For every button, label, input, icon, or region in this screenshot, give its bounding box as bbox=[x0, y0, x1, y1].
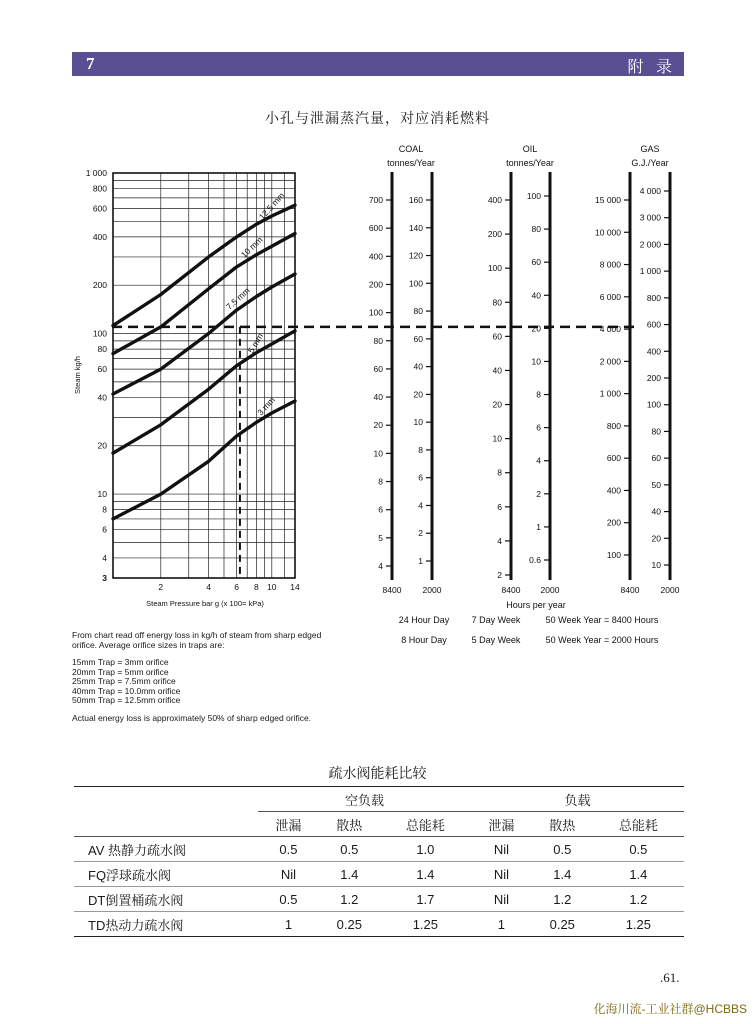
cell: 1.2 bbox=[319, 887, 380, 912]
cell: 1.25 bbox=[593, 912, 684, 937]
cell: 1.7 bbox=[380, 887, 471, 912]
coal-8400-scale-tick-label: 20 bbox=[373, 420, 383, 431]
coal-8400-scale-tick-label: 10 bbox=[373, 448, 383, 459]
coal-8400-scale-tick-label: 4 bbox=[378, 561, 383, 571]
gas-8400-scale-tick-label: 100 bbox=[606, 550, 621, 560]
oil-8400-scale-tick-label: 40 bbox=[492, 365, 502, 376]
group-header-empty: 空负载 bbox=[258, 787, 471, 812]
col-header: 总能耗 bbox=[593, 812, 684, 837]
oil-2000-scale-tick-label: 100 bbox=[526, 191, 541, 201]
table-row bbox=[74, 837, 684, 862]
gas-8400-scale-tick-label: 1 000 bbox=[599, 388, 621, 399]
coal-header: COAL bbox=[398, 144, 424, 154]
watermark: 化海川流-工业社群@HCBBS bbox=[593, 1002, 747, 1016]
oil-header: OIL bbox=[522, 144, 538, 154]
schedule-label: 5 Day Week bbox=[471, 635, 521, 645]
oil-8400-scale-tick-label: 10 bbox=[492, 433, 502, 444]
coal-8400-scale-tick-label: 400 bbox=[368, 251, 383, 262]
y-tick-label: 100 bbox=[92, 328, 107, 339]
gas-2000-scale-tick-label: 50 bbox=[651, 479, 661, 490]
coal-2000-scale-tick-label: 120 bbox=[408, 250, 423, 261]
curve-label: 7.5 mm bbox=[224, 285, 252, 312]
oil-2000-scale-tick-label: 10 bbox=[531, 356, 541, 367]
coal-2000-scale-tick-label: 2 bbox=[418, 528, 423, 539]
gas-2000-scale-tick-label: 100 bbox=[646, 399, 661, 410]
coal-8400-scale-tick-label: 700 bbox=[368, 195, 383, 205]
y-tick-label: 20 bbox=[97, 440, 107, 451]
cell: 1 bbox=[471, 912, 532, 937]
cell: 1.4 bbox=[319, 862, 380, 887]
trap-size: 25mm Trap = 7.5mm orifice bbox=[72, 676, 176, 686]
cell: 0.5 bbox=[258, 837, 319, 862]
coal-8400-scale-tick-label: 600 bbox=[368, 223, 383, 234]
gas-8400-scale-tick-label: 8 000 bbox=[599, 259, 621, 270]
oil-8400-scale-tick-label: 60 bbox=[492, 331, 502, 342]
coal-8400-scale-tick-label: 6 bbox=[378, 504, 383, 515]
oil-8400-scale-tick-label: 200 bbox=[487, 229, 502, 240]
x-tick-label: 10 bbox=[267, 582, 277, 592]
col-header: 泄漏 bbox=[258, 812, 319, 837]
cell: 1 bbox=[258, 912, 319, 937]
trap-name: AV 热静力疏水阀 bbox=[74, 837, 258, 862]
cell: 1.2 bbox=[532, 887, 593, 912]
section-header-bar bbox=[72, 52, 684, 76]
coal-8400-scale-tick-label: 200 bbox=[368, 279, 383, 290]
coal-8400-scale-tick-label: 80 bbox=[373, 335, 383, 346]
coal-2000-scale-tick-label: 1 bbox=[418, 556, 423, 566]
curve-label: 12.5 mm bbox=[256, 190, 287, 222]
gas-2000-scale-tick-label: 60 bbox=[651, 453, 661, 464]
trap-name: DT倒置桶疏水阀 bbox=[74, 887, 258, 912]
y-tick-label: 3 bbox=[102, 573, 107, 583]
oil-8400-scale-tick-label: 80 bbox=[492, 297, 502, 308]
col-header: 散热 bbox=[532, 812, 593, 837]
coal-8400-scale-tick-label: 40 bbox=[373, 392, 383, 403]
chart-curves bbox=[113, 190, 295, 519]
coal-2000-scale-tick-label: 140 bbox=[408, 222, 423, 233]
trap-size: 20mm Trap = 5mm orifice bbox=[72, 666, 169, 677]
table-title: 疏水阀能耗比较 bbox=[328, 765, 427, 781]
x-tick-label: 4 bbox=[206, 582, 211, 592]
cell: Nil bbox=[471, 837, 532, 862]
trap-energy-table bbox=[74, 786, 684, 937]
coal-2000-scale-tick-label: 80 bbox=[413, 306, 423, 317]
y-tick-label: 1 000 bbox=[85, 168, 107, 178]
cell: 1.4 bbox=[380, 862, 471, 887]
y-tick-label: 40 bbox=[97, 392, 107, 403]
cell: 0.25 bbox=[532, 912, 593, 937]
plot-frame bbox=[113, 173, 295, 578]
cell: 1.4 bbox=[593, 862, 684, 887]
table-row bbox=[74, 862, 684, 887]
oil-8400-scale-tick-label: 6 bbox=[497, 501, 502, 512]
y-tick-label: 80 bbox=[97, 344, 107, 355]
gas-2000-scale-tick-label: 400 bbox=[646, 346, 661, 357]
oil-units: tonnes/Year bbox=[506, 158, 554, 168]
schedule-label: 7 Day Week bbox=[471, 615, 521, 625]
gas-2000-scale-tick-label: 1 000 bbox=[639, 266, 661, 277]
cell: 1.2 bbox=[593, 887, 684, 912]
oil-8400-scale-tick-label: 400 bbox=[487, 195, 502, 205]
note-footer: Actual energy loss is approximately 50% of sharp edged orifice. bbox=[72, 712, 312, 723]
x-axis-label: Steam Pressure bar g (x 100= kPa) bbox=[146, 599, 264, 608]
coal-2000-scale-tick-label: 10 bbox=[413, 417, 423, 428]
gas-8400-scale-tick-label: 6 000 bbox=[599, 291, 621, 302]
orifice-curve bbox=[113, 205, 295, 325]
hours-label: 2000 bbox=[660, 585, 680, 595]
gas-2000-scale-tick-label: 10 bbox=[651, 560, 661, 570]
gas-8400-scale-tick-label: 2 000 bbox=[599, 356, 621, 367]
page-title: 小孔与泄漏蒸汽量，对应消耗燃料 bbox=[265, 110, 490, 126]
trap-name: TD热动力疏水阀 bbox=[74, 912, 258, 937]
curve-label: 5 mm bbox=[245, 331, 266, 355]
coal-2000-scale-tick-label: 160 bbox=[408, 195, 423, 205]
curve-label: 10 mm bbox=[238, 234, 265, 260]
coal-2000-scale-tick-label: 8 bbox=[418, 444, 423, 455]
x-tick-label: 14 bbox=[290, 582, 300, 592]
page-number: .61. bbox=[660, 970, 680, 985]
gas-8400-scale-tick-label: 10 000 bbox=[595, 227, 621, 238]
coal-8400-scale-tick-label: 8 bbox=[378, 476, 383, 487]
oil-8400-scale-tick-label: 100 bbox=[487, 263, 502, 274]
oil-2000-scale-tick-label: 0.6 bbox=[529, 555, 541, 565]
coal-8400-scale-tick-label: 60 bbox=[373, 363, 383, 374]
hours-label: 8400 bbox=[620, 585, 640, 595]
chart-note bbox=[72, 631, 372, 723]
oil-8400-scale-tick-label: 4 bbox=[497, 535, 502, 546]
coal-2000-scale-tick-label: 40 bbox=[413, 361, 423, 372]
hours-per-year-label: Hours per year bbox=[506, 600, 566, 610]
gas-8400-scale-tick-label: 200 bbox=[606, 517, 621, 528]
gas-8400-scale-tick-label: 600 bbox=[606, 453, 621, 464]
section-number: 7 bbox=[86, 54, 95, 73]
gas-2000-scale-tick-label: 3 000 bbox=[639, 212, 661, 223]
cell: Nil bbox=[258, 862, 319, 887]
hours-label: 8400 bbox=[501, 585, 521, 595]
cell: 0.5 bbox=[258, 887, 319, 912]
gas-2000-scale-tick-label: 4 000 bbox=[639, 186, 661, 196]
hours-label: 2000 bbox=[540, 585, 560, 595]
table-corner bbox=[74, 812, 258, 837]
oil-2000-scale-tick-label: 80 bbox=[531, 224, 541, 235]
x-tick-label: 2 bbox=[158, 582, 164, 592]
col-header: 泄漏 bbox=[471, 812, 532, 837]
y-tick-label: 6 bbox=[102, 524, 107, 535]
y-tick-label: 4 bbox=[102, 552, 107, 563]
oil-8400-scale-tick-label: 2 bbox=[497, 570, 502, 580]
schedule-label: 50 Week Year = 8400 Hours bbox=[545, 615, 659, 625]
trap-size: 15mm Trap = 3mm orifice bbox=[72, 657, 169, 667]
cell: 1.25 bbox=[380, 912, 471, 937]
note-line: orifice. Average orifice sizes in traps are: bbox=[72, 639, 225, 650]
oil-2000-scale-tick-label: 8 bbox=[536, 389, 541, 400]
x-tick-label: 6 bbox=[234, 582, 239, 592]
schedule-label: 50 Week Year = 2000 Hours bbox=[545, 635, 659, 645]
y-tick-label: 400 bbox=[92, 231, 107, 242]
coal-8400-scale-tick-label: 100 bbox=[368, 307, 383, 318]
schedule-label: 8 Hour Day bbox=[401, 635, 447, 645]
x-tick-label: 8 bbox=[254, 582, 259, 592]
y-tick-label: 200 bbox=[92, 280, 107, 291]
coal-2000-scale-tick-label: 60 bbox=[413, 333, 423, 344]
note-line: From chart read off energy loss in kg/h of steam from sharp edged bbox=[72, 630, 322, 640]
oil-2000-scale-tick-label: 60 bbox=[531, 257, 541, 268]
table-corner bbox=[74, 787, 258, 812]
gas-2000-scale-tick-label: 600 bbox=[646, 319, 661, 330]
cell: 0.5 bbox=[319, 837, 380, 862]
schedule-label: 24 Hour Day bbox=[398, 615, 450, 625]
section-title: 附 录 bbox=[627, 59, 676, 76]
cell: 0.5 bbox=[532, 837, 593, 862]
y-tick-label: 8 bbox=[102, 504, 107, 515]
col-header: 总能耗 bbox=[380, 812, 471, 837]
gas-2000-scale-tick-label: 20 bbox=[651, 533, 661, 544]
fuel-scales bbox=[369, 144, 680, 645]
cell: 0.5 bbox=[593, 837, 684, 862]
oil-2000-scale-tick-label: 1 bbox=[536, 521, 541, 532]
gas-2000-scale-tick-label: 40 bbox=[651, 506, 661, 517]
y-axis-label: Steam kg/h bbox=[73, 356, 82, 394]
y-tick-label: 10 bbox=[97, 489, 107, 500]
gas-2000-scale-tick-label: 80 bbox=[651, 426, 661, 437]
curve-label: 3 mm bbox=[255, 394, 277, 418]
gas-8400-scale-tick-label: 800 bbox=[606, 420, 621, 431]
col-header: 散热 bbox=[319, 812, 380, 837]
cell: 1.4 bbox=[532, 862, 593, 887]
trap-size: 50mm Trap = 12.5mm orifice bbox=[72, 695, 181, 705]
coal-2000-scale-tick-label: 4 bbox=[418, 500, 423, 511]
oil-2000-scale-tick-label: 40 bbox=[531, 290, 541, 301]
oil-8400-scale-tick-label: 20 bbox=[492, 399, 502, 410]
y-tick-label: 60 bbox=[97, 364, 107, 375]
chart-grid bbox=[113, 173, 295, 578]
coal-2000-scale-tick-label: 20 bbox=[413, 389, 423, 400]
oil-2000-scale-tick-label: 6 bbox=[536, 422, 541, 433]
coal-2000-scale-tick-label: 100 bbox=[408, 278, 423, 289]
oil-8400-scale-tick-label: 8 bbox=[497, 467, 502, 478]
cell: 0.25 bbox=[319, 912, 380, 937]
gas-units: G.J./Year bbox=[631, 158, 669, 168]
gas-8400-scale-tick-label: 4 000 bbox=[599, 324, 621, 335]
trap-name: FQ浮球疏水阀 bbox=[74, 862, 258, 887]
y-tick-label: 800 bbox=[92, 183, 107, 194]
oil-2000-scale-tick-label: 20 bbox=[531, 323, 541, 334]
group-header-load: 负载 bbox=[471, 787, 684, 812]
oil-2000-scale-tick-label: 2 bbox=[536, 488, 541, 499]
coal-units: tonnes/Year bbox=[387, 158, 435, 168]
gas-8400-scale-tick-label: 400 bbox=[606, 485, 621, 496]
gas-header: GAS bbox=[640, 144, 660, 154]
gas-8400-scale-tick-label: 15 000 bbox=[595, 195, 621, 205]
cell: Nil bbox=[471, 887, 532, 912]
gas-2000-scale-tick-label: 200 bbox=[646, 373, 661, 383]
hours-label: 2000 bbox=[422, 585, 442, 595]
coal-2000-scale-tick-label: 6 bbox=[418, 472, 423, 483]
cell: Nil bbox=[471, 862, 532, 887]
hours-label: 8400 bbox=[382, 585, 402, 595]
trap-size: 40mm Trap = 10.0mm orifice bbox=[72, 685, 181, 696]
y-tick-label: 600 bbox=[92, 203, 107, 214]
oil-2000-scale-tick-label: 4 bbox=[536, 455, 541, 466]
gas-2000-scale-tick-label: 800 bbox=[646, 292, 661, 303]
cell: 1.0 bbox=[380, 837, 471, 862]
table-row bbox=[74, 887, 684, 912]
gas-2000-scale-tick-label: 2 000 bbox=[639, 239, 661, 250]
table-row bbox=[74, 912, 684, 937]
coal-8400-scale-tick-label: 5 bbox=[378, 532, 383, 543]
